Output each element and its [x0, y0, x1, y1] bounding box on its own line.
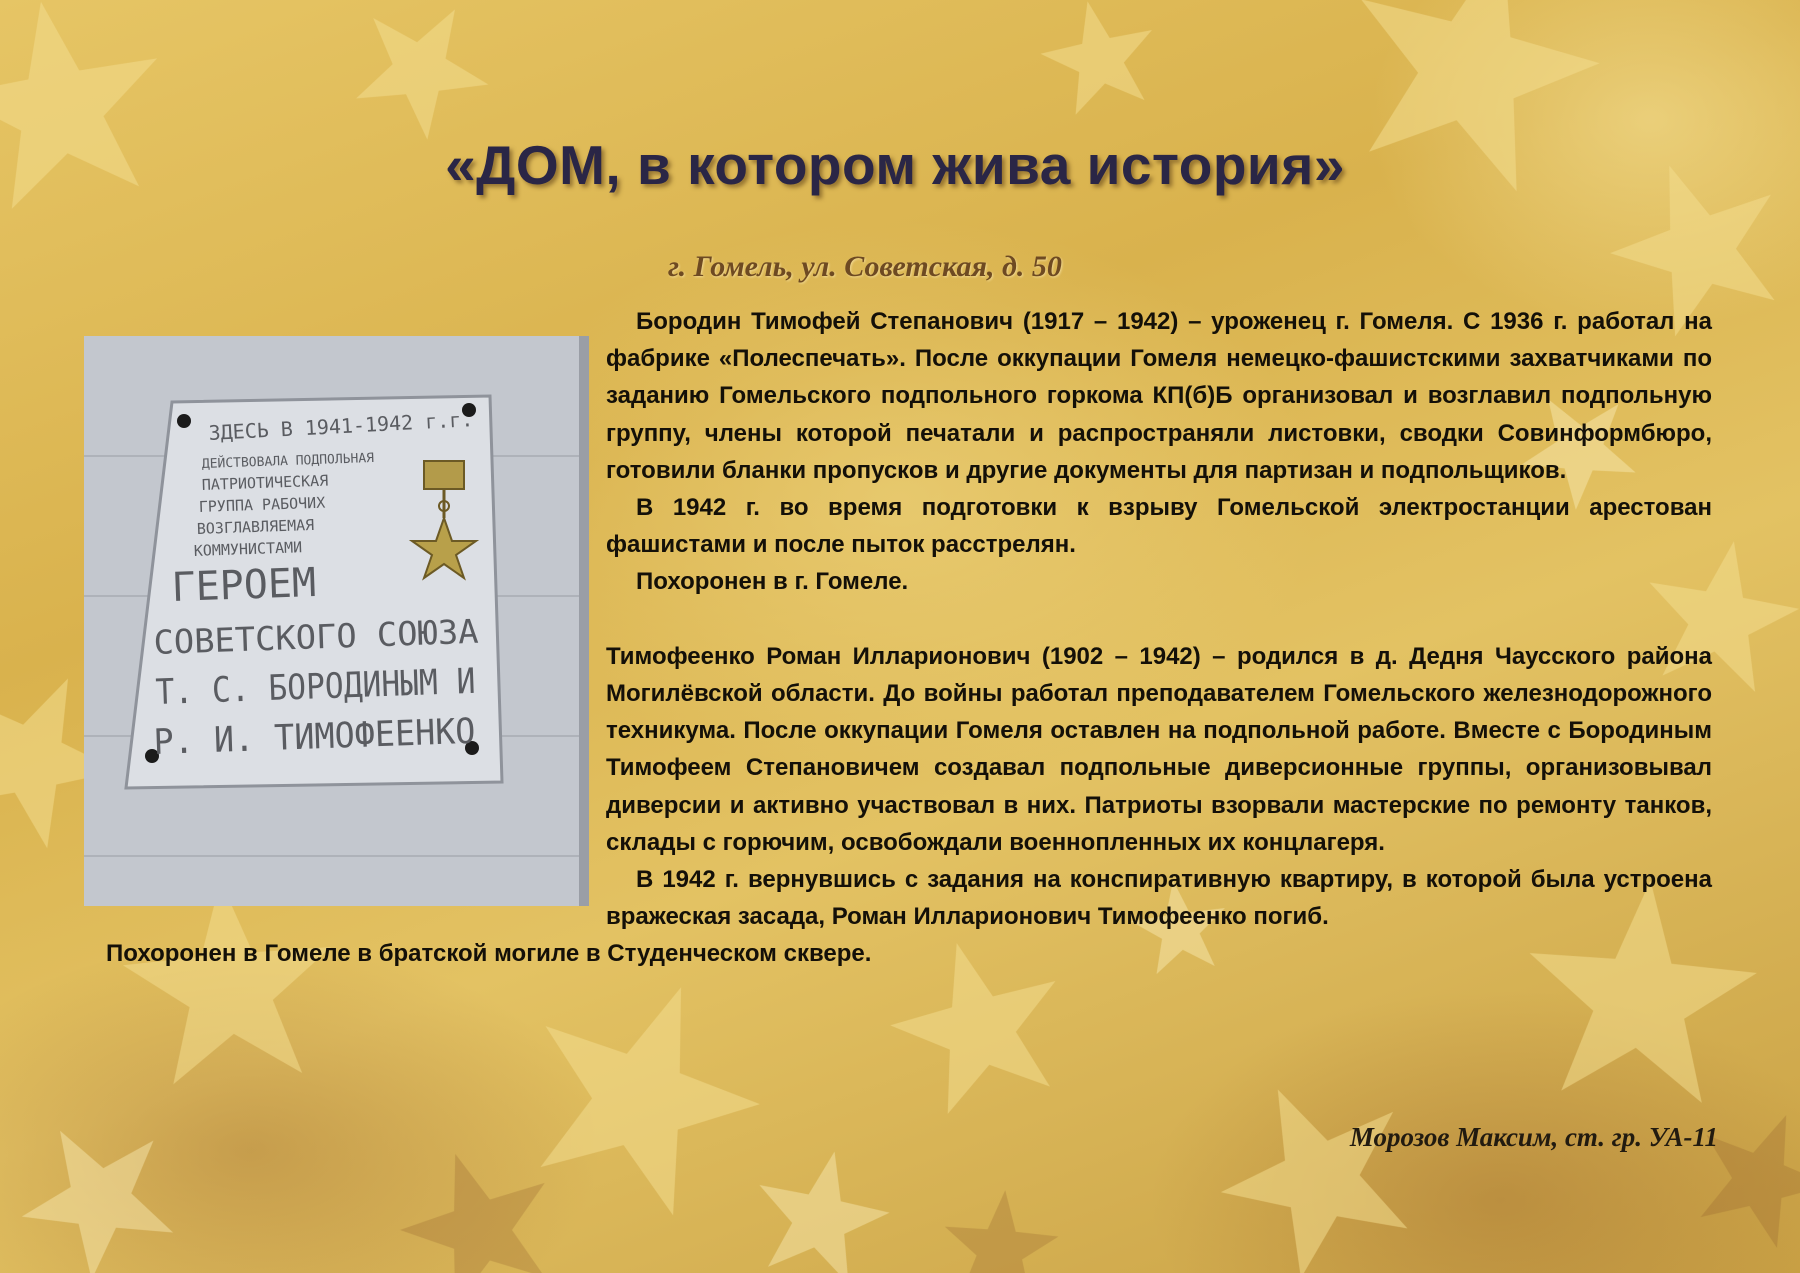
- plaque-text-3: ПАТРИОТИЧЕСКАЯ: [201, 471, 329, 494]
- paragraph-timofeenko-bio: Тимофеенко Роман Илларионович (1902 – 1942) – родился в д. Дедня Чаусского района Могилёвской области. До войны работал преподавателем Гомельского железнодорожного техникума. После оккупации Гомеля оставлен на подпольной работе. Вместе с Бородиным Тимофеем Степановичем создавал подпольные диверсионные группы, организовывал диверсии и активно участвовал в них. Патриоты взорвали мастерские по ремонту танков, склады с горючим, освобождали военнопленных их концлагеря.: [606, 642, 1712, 856]
- paragraph-borodin-death: В 1942 г. во время подготовки к взрыву Гомельской электростанции арестован фашистами и после пыток расстрелян.: [606, 494, 1712, 559]
- plaque-text-2: ДЕЙСТВОВАЛА ПОДПОЛЬНАЯ: [201, 450, 375, 472]
- paragraph-borodin-bio: Бородин Тимофей Степанович (1917 – 1942) – уроженец г. Гомеля. С 1936 г. работал на фабрике «Полеспечать». После оккупации Гомеля немецко-фашистскими захватчиками по заданию Гомельского подпольного горкома КП(б)Б организовал и возглавил подпольную группу, члены которой печатали и распространяли листовки, сводки Совинформбюро, готовили бланки пропусков и другие документы для партизан и подпольщиков.: [606, 308, 1712, 484]
- plaque-text-4: ГРУППА РАБОЧИХ: [198, 493, 326, 516]
- plaque-text-7: ГЕРОЕМ: [170, 559, 317, 611]
- plaque-text-1: ЗДЕСЬ В 1941-1942 г.г.: [208, 407, 474, 445]
- plaque-text-9: Т. С. БОРОДИНЫМ И: [154, 660, 515, 713]
- plaque-text-10: Р. И. ТИМОФЕЕНКО: [152, 711, 492, 763]
- paragraph-borodin-burial: Похоронен в г. Гомеле.: [636, 568, 909, 596]
- author-signature: Морозов Максим, ст. гр. УА-11: [1349, 1122, 1718, 1152]
- paragraph-timofeenko-burial: Похоронен в Гомеле в братской могиле в Студенческом сквере.: [106, 940, 872, 968]
- article-text: [76, 303, 1712, 973]
- plaque-text-5: ВОЗГЛАВЛЯЕМАЯ: [196, 515, 315, 538]
- plaque-text-8: СОВЕТСКОГО СОЮЗА: [152, 611, 472, 662]
- plaque-text-6: КОММУНИСТАМИ: [193, 538, 303, 560]
- page-title: «ДОМ, в котором жива история»: [445, 134, 1345, 196]
- address: г. Гомель, ул. Советская, д. 50: [668, 250, 1062, 283]
- paragraph-timofeenko-death: В 1942 г. вернувшись с задания на конспиративную квартиру, в которой была устроена вражеская засада, Роман Илларионович Тимофеенко погиб.: [606, 866, 1712, 931]
